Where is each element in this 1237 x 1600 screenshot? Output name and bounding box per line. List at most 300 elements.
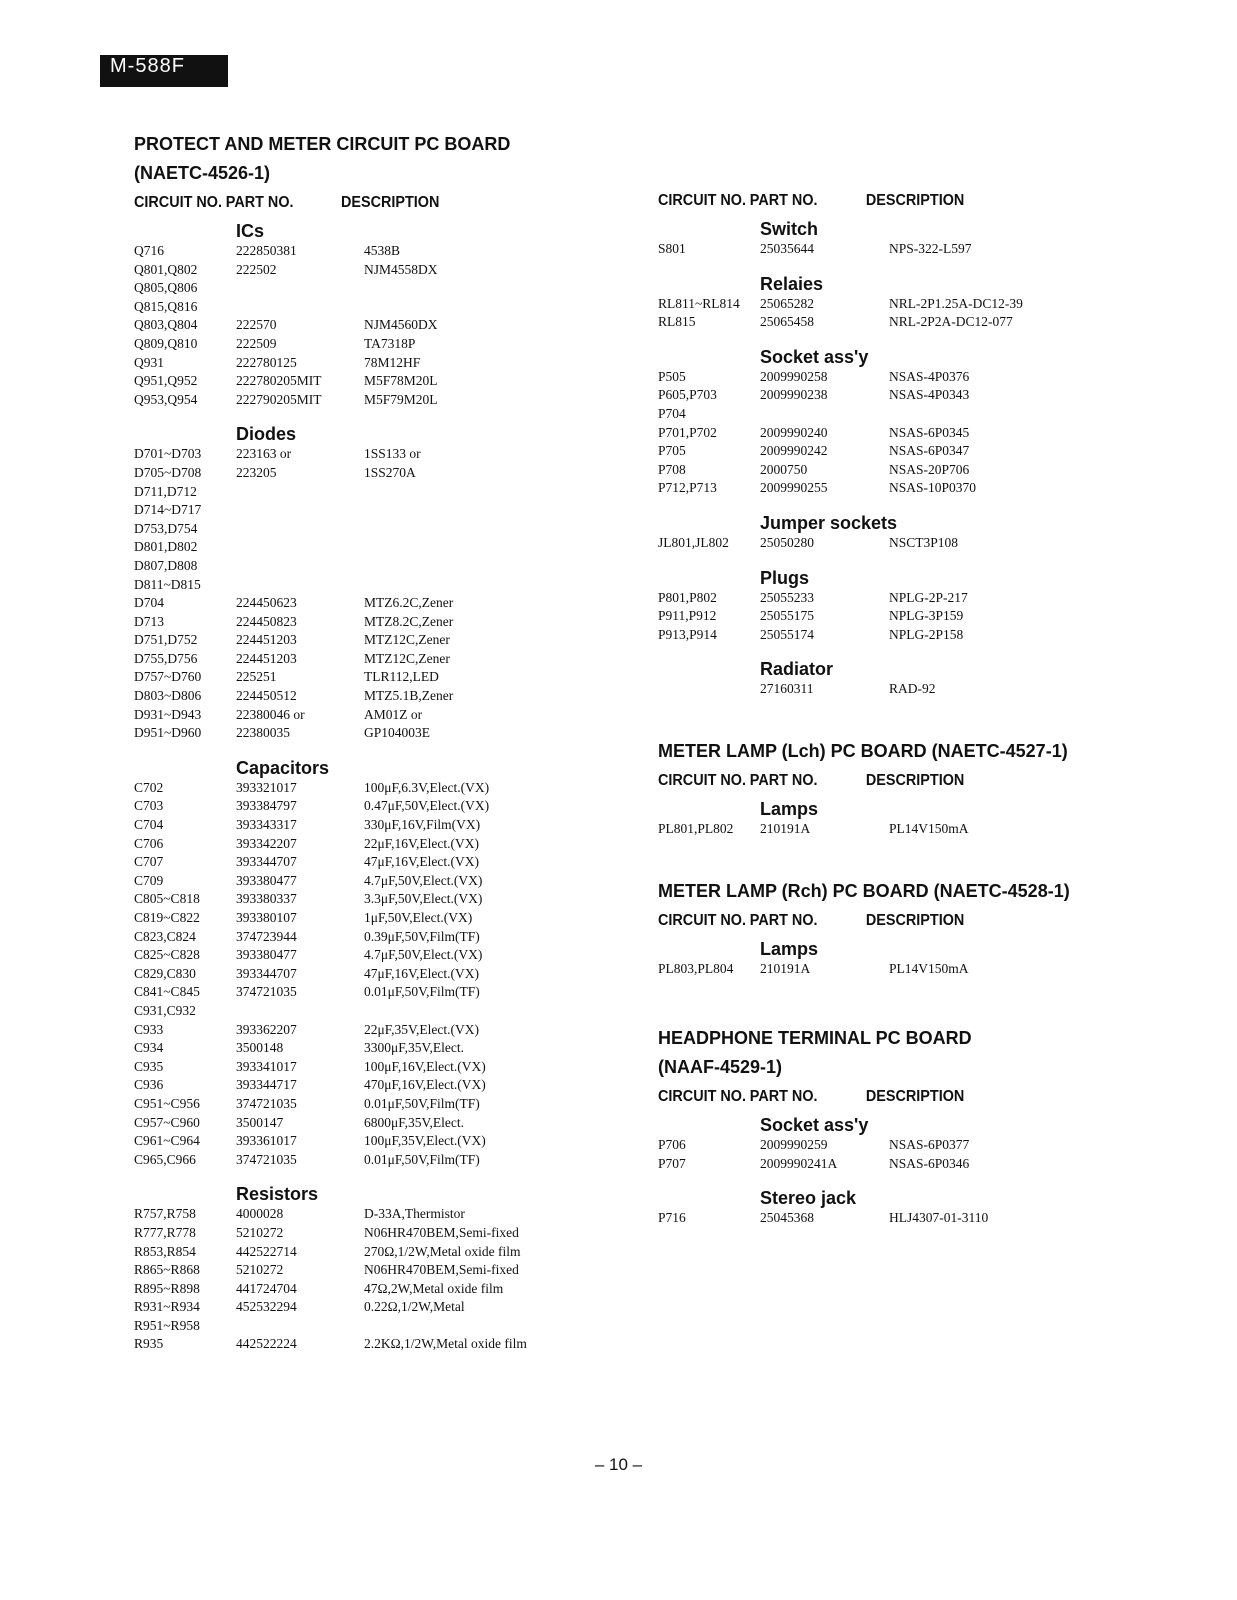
part-no: 374721035	[236, 984, 297, 1000]
part-no: 393344707	[236, 965, 297, 981]
circuit-no: P801,P802	[658, 589, 717, 605]
circuit-no: D714~D717	[134, 502, 202, 518]
part-no	[236, 298, 364, 317]
circuit-no: PL801,PL802	[658, 820, 734, 836]
part-no	[236, 1317, 364, 1336]
description: HLJ4307-01-3110	[889, 1210, 989, 1226]
table-row	[134, 835, 594, 854]
parts-group	[658, 658, 1118, 699]
part-no: 393380477	[236, 947, 297, 963]
part-no: 222502	[236, 261, 277, 277]
table-row	[134, 1114, 594, 1133]
description: NSAS-4P0376	[889, 368, 970, 384]
circuit-no: Q931	[134, 354, 164, 370]
header-circuit-no: CIRCUIT NO.	[658, 1088, 747, 1106]
headphone-groups	[658, 1114, 1118, 1228]
part-no: 223205	[236, 464, 277, 480]
header-part-no: PART NO.	[225, 194, 294, 211]
right-groups	[658, 218, 1118, 699]
circuit-no: D753,D754	[134, 520, 198, 536]
table-row	[658, 1136, 1118, 1155]
description: 4.7μF,50V,Elect.(VX)	[364, 872, 483, 888]
table-row	[658, 607, 1118, 626]
circuit-no: Q809,Q810	[134, 335, 198, 351]
circuit-no: D705~D708	[134, 464, 202, 480]
table-row	[134, 928, 594, 947]
table-row	[134, 816, 594, 835]
circuit-no: D931~D943	[134, 706, 202, 722]
protect-meter-parts-list	[134, 130, 594, 1354]
part-no: 2009990238	[760, 387, 828, 403]
table-row	[658, 1155, 1118, 1174]
part-no: 25050280	[760, 534, 814, 550]
part-no: 393342207	[236, 835, 297, 851]
part-no: 2009990255	[760, 480, 828, 496]
meter-lamp-l-section	[658, 737, 1118, 839]
description: 470μF,16V,Elect.(VX)	[364, 1077, 486, 1093]
part-no: 5210272	[236, 1262, 284, 1278]
description: MTZ6.2C,Zener	[364, 595, 454, 611]
header-part-no: PART NO.	[749, 911, 818, 929]
circuit-no: D751,D752	[134, 632, 198, 648]
circuit-no: Q805,Q806	[134, 280, 198, 296]
description: 3300μF,35V,Elect.	[364, 1040, 465, 1056]
description: 0.01μF,50V,Film(TF)	[364, 984, 480, 1000]
part-no: 441724704	[236, 1280, 297, 1296]
section-title: METER LAMP (Rch) PC BOARD (NAETC-4528-1)	[658, 880, 1070, 901]
circuit-no: P712,P713	[658, 480, 717, 496]
description: NSAS-6P0346	[889, 1155, 970, 1171]
description: 4538B	[364, 243, 401, 258]
description: NJM4558DX	[364, 261, 438, 277]
description: 3.3μF,50V,Elect.(VX)	[364, 891, 483, 907]
description: 100μF,16V,Elect.(VX)	[364, 1058, 486, 1074]
circuit-no: R777,R778	[134, 1224, 196, 1240]
circuit-no: C829,C830	[134, 965, 196, 981]
description: MTZ12C,Zener	[364, 650, 450, 666]
section-subtitle: (NAETC-4526-1)	[134, 163, 271, 183]
part-no: 2009990259	[760, 1137, 828, 1153]
part-no: 222570	[236, 317, 277, 333]
description: 1SS270A	[364, 464, 416, 480]
table-row	[658, 368, 1118, 387]
part-no: 393341017	[236, 1058, 297, 1074]
table-row	[658, 820, 1118, 839]
part-no: 374721035	[236, 1095, 297, 1111]
table-row	[134, 316, 594, 335]
part-no: 222780125	[236, 354, 297, 370]
circuit-no: R931~R934	[134, 1299, 200, 1315]
parts-group	[658, 273, 1118, 332]
meter-lamp-r-section	[658, 877, 1118, 979]
table-row	[134, 576, 594, 595]
table-row	[134, 1002, 594, 1021]
description: 100μF,6.3V,Elect.(VX)	[364, 779, 490, 795]
circuit-no: C931,C932	[134, 1002, 196, 1018]
parts-group	[134, 757, 594, 1169]
table-row	[134, 483, 594, 502]
circuit-no: P913,P914	[658, 626, 717, 642]
description: TLR112,LED	[364, 669, 439, 685]
table-row	[658, 626, 1118, 645]
table-row	[134, 1280, 594, 1299]
table-row	[134, 853, 594, 872]
description: PL14V150mA	[889, 820, 969, 836]
group-label: Radiator	[760, 659, 834, 680]
parts-group	[658, 1187, 1118, 1228]
table-row	[134, 668, 594, 687]
table-row	[134, 354, 594, 373]
part-no: 2009990241A	[760, 1155, 838, 1171]
part-no: 222790205MIT	[236, 391, 322, 407]
description: NSAS-20P706	[889, 461, 970, 477]
table-row	[134, 391, 594, 410]
part-no	[760, 405, 889, 424]
description: 270Ω,1/2W,Metal oxide film	[364, 1243, 521, 1259]
part-no: 25045368	[760, 1210, 814, 1226]
circuit-no	[658, 680, 760, 699]
table-row	[658, 479, 1118, 498]
description: M5F79M20L	[364, 391, 438, 407]
parts-group	[134, 423, 594, 743]
circuit-no: Q801,Q802	[134, 261, 198, 277]
parts-group	[658, 512, 1118, 553]
group-label: Lamps	[760, 938, 819, 959]
description: NSCT3P108	[889, 534, 959, 550]
circuit-no: C704	[134, 817, 164, 833]
group-label: Resistors	[236, 1184, 319, 1205]
circuit-no: C823,C824	[134, 928, 196, 944]
part-no: 393344717	[236, 1077, 297, 1093]
circuit-no: Q716	[134, 243, 164, 258]
circuit-no: R865~R868	[134, 1262, 200, 1278]
description: MTZ12C,Zener	[364, 632, 450, 648]
table-row	[134, 890, 594, 909]
description: 4.7μF,50V,Elect.(VX)	[364, 947, 483, 963]
section-title: METER LAMP (Lch) PC BOARD (NAETC-4527-1)	[658, 740, 1068, 761]
description: 22μF,16V,Elect.(VX)	[364, 835, 480, 851]
section-title: PROTECT AND METER CIRCUIT PC BOARD	[134, 134, 511, 154]
circuit-no: Q953,Q954	[134, 391, 198, 407]
table-row	[134, 965, 594, 984]
circuit-no: P716	[658, 1210, 686, 1226]
description: N06HR470BEM,Semi-fixed	[364, 1262, 519, 1278]
description: 6800μF,35V,Elect.	[364, 1114, 465, 1130]
part-no: 5210272	[236, 1224, 284, 1240]
table-row	[658, 386, 1118, 405]
table-row	[134, 1058, 594, 1077]
part-no	[236, 279, 364, 298]
table-row	[134, 445, 594, 464]
part-no: 4000028	[236, 1206, 284, 1222]
circuit-no: D704	[134, 595, 164, 611]
table-row	[134, 557, 594, 576]
circuit-no: R757,R758	[134, 1206, 196, 1222]
table-row	[658, 295, 1118, 314]
description: 330μF,16V,Film(VX)	[364, 817, 481, 833]
part-no: 22380046 or	[236, 706, 305, 722]
model-tag: M-588F	[100, 55, 228, 87]
circuit-no: C961~C964	[134, 1133, 200, 1149]
part-no: 393343317	[236, 817, 297, 833]
table-row	[134, 909, 594, 928]
table-row	[134, 261, 594, 280]
circuit-no: Q803,Q804	[134, 317, 198, 333]
table-row	[134, 501, 594, 520]
description: 47Ω,2W,Metal oxide film	[364, 1280, 504, 1296]
circuit-no: PL803,PL804	[658, 960, 734, 976]
part-no: 393380107	[236, 910, 297, 925]
table-row	[658, 589, 1118, 608]
part-no: 393361017	[236, 1133, 297, 1149]
circuit-no: C825~C828	[134, 947, 200, 963]
table-row	[134, 706, 594, 725]
description: NRL-2P1.25A-DC12-39	[889, 295, 1023, 311]
parts-group	[134, 1183, 594, 1354]
circuit-no: P605,P703	[658, 387, 717, 403]
circuit-no: C841~C845	[134, 984, 200, 1000]
description: NPS-322-L597	[889, 241, 972, 256]
table-row	[658, 442, 1118, 461]
header-part-no: PART NO.	[749, 771, 818, 789]
circuit-no: D713	[134, 613, 164, 629]
circuit-no: Q815,Q816	[134, 298, 198, 314]
description: MTZ8.2C,Zener	[364, 613, 454, 629]
circuit-no: C707	[134, 854, 164, 870]
part-no: 2000750	[760, 461, 808, 477]
table-row	[134, 1151, 594, 1170]
description: AM01Z or	[364, 706, 423, 722]
description: MTZ5.1B,Zener	[364, 688, 454, 704]
circuit-no: RL811~RL814	[658, 295, 740, 311]
table-row	[134, 1243, 594, 1262]
circuit-no: P708	[658, 461, 686, 477]
table-row	[134, 687, 594, 706]
table-row	[658, 960, 1118, 979]
column-headers	[658, 910, 1072, 932]
table-row	[134, 613, 594, 632]
circuit-no: S801	[658, 241, 686, 256]
part-no: 2009990240	[760, 424, 828, 440]
part-no: 442522714	[236, 1243, 297, 1259]
part-no	[236, 557, 364, 576]
circuit-no: C702	[134, 779, 164, 795]
circuit-no: RL815	[658, 314, 696, 330]
table-row	[658, 240, 1118, 259]
circuit-no: C703	[134, 798, 164, 814]
table-row	[134, 724, 594, 743]
description: 47μF,16V,Elect.(VX)	[364, 854, 480, 870]
part-no: 224450823	[236, 613, 297, 629]
circuit-no: D755,D756	[134, 650, 198, 666]
section-subtitle: (NAAF-4529-1)	[658, 1057, 783, 1078]
description: 2.2KΩ,1/2W,Metal oxide film	[364, 1336, 527, 1352]
group-label: Switch	[760, 219, 819, 239]
part-no: 393344707	[236, 854, 297, 870]
group-label: Capacitors	[236, 757, 330, 778]
circuit-no: D757~D760	[134, 669, 202, 685]
table-row	[134, 1132, 594, 1151]
description: TA7318P	[364, 335, 416, 351]
circuit-no: C933	[134, 1021, 164, 1037]
part-no: 224451203	[236, 632, 297, 648]
description: NSAS-6P0347	[889, 443, 970, 459]
circuit-no: R895~R898	[134, 1280, 200, 1296]
circuit-no: C709	[134, 872, 164, 888]
description: 78M12HF	[364, 354, 421, 370]
circuit-no: R853,R854	[134, 1243, 196, 1259]
table-row	[134, 983, 594, 1002]
circuit-no: C965,C966	[134, 1151, 196, 1167]
group-label: Socket ass'y	[760, 1115, 869, 1136]
part-no	[236, 576, 364, 595]
header-circuit-no: CIRCUIT NO.	[134, 194, 223, 211]
parts-group	[134, 220, 594, 409]
circuit-no: R951~R958	[134, 1317, 200, 1333]
group-label: Socket ass'y	[760, 346, 869, 367]
circuit-no: C951~C956	[134, 1095, 200, 1111]
part-no: 224450623	[236, 595, 297, 611]
group-label: Stereo jack	[760, 1188, 857, 1209]
parts-group	[658, 1114, 1118, 1173]
description: 0.22Ω,1/2W,Metal	[364, 1299, 465, 1315]
part-no: 22380035	[236, 725, 290, 741]
left-groups	[134, 220, 594, 1354]
circuit-no: P704	[658, 405, 686, 421]
table-row	[134, 779, 594, 798]
part-no: 393380337	[236, 891, 297, 907]
circuit-no: JL801,JL802	[658, 534, 729, 550]
part-no: 2009990258	[760, 368, 828, 384]
table-row	[134, 1317, 594, 1336]
header-part-no: PART NO.	[749, 192, 818, 209]
part-no: 393321017	[236, 779, 297, 795]
table-row	[134, 520, 594, 539]
part-no: 374723944	[236, 928, 297, 944]
table-row	[134, 797, 594, 816]
part-no: 3500147	[236, 1114, 284, 1130]
table-row	[134, 631, 594, 650]
part-no: 223163 or	[236, 446, 292, 462]
circuit-no: C934	[134, 1040, 164, 1056]
part-no: 25055174	[760, 626, 814, 642]
header-circuit-no: CIRCUIT NO.	[658, 911, 747, 929]
header-circuit-no: CIRCUIT NO.	[658, 771, 747, 789]
description: 1μF,50V,Elect.(VX)	[364, 910, 473, 925]
part-no: 374721035	[236, 1151, 297, 1167]
table-row	[134, 538, 594, 557]
part-no: 222780205MIT	[236, 373, 322, 389]
part-no: 25065458	[760, 314, 814, 330]
part-no: 224450512	[236, 688, 297, 704]
part-no	[236, 520, 364, 539]
table-row	[134, 372, 594, 391]
description: RAD-92	[889, 681, 936, 697]
circuit-no: D701~D703	[134, 446, 202, 462]
group-label: Lamps	[760, 798, 819, 819]
circuit-no: R935	[134, 1336, 164, 1352]
circuit-no: C819~C822	[134, 910, 200, 925]
parts-group	[658, 346, 1118, 498]
part-no: 222509	[236, 335, 277, 351]
description: NSAS-4P0343	[889, 387, 970, 403]
header-circuit-no: CIRCUIT NO.	[658, 192, 747, 209]
description: 0.47μF,50V,Elect.(VX)	[364, 798, 490, 814]
description: 100μF,35V,Elect.(VX)	[364, 1133, 486, 1149]
table-row	[134, 1021, 594, 1040]
circuit-no: C936	[134, 1077, 164, 1093]
circuit-no: P911,P912	[658, 608, 717, 624]
right-parts-list	[658, 186, 1118, 1228]
table-row	[134, 1095, 594, 1114]
description: NSAS-6P0345	[889, 424, 970, 440]
description: 1SS133 or	[364, 446, 421, 462]
description: NPLG-3P159	[889, 608, 964, 624]
description: NRL-2P2A-DC12-077	[889, 314, 1013, 330]
table-row	[658, 1209, 1118, 1228]
table-row	[134, 279, 594, 298]
part-no: 393362207	[236, 1021, 297, 1037]
table-row	[134, 1205, 594, 1224]
description: NPLG-2P158	[889, 626, 964, 642]
description: NSAS-6P0377	[889, 1137, 970, 1153]
part-no: 393380477	[236, 872, 297, 888]
table-row	[658, 424, 1118, 443]
part-no: 222850381	[236, 243, 297, 258]
table-row	[134, 335, 594, 354]
part-no: 442522224	[236, 1336, 297, 1352]
description: 0.01μF,50V,Film(TF)	[364, 1151, 480, 1167]
table-row	[658, 461, 1118, 480]
description: PL14V150mA	[889, 960, 969, 976]
circuit-no: C957~C960	[134, 1114, 200, 1130]
circuit-no: D951~D960	[134, 725, 202, 741]
circuit-no: D811~D815	[134, 576, 201, 592]
circuit-no: C805~C818	[134, 891, 200, 907]
part-no: 25035644	[760, 241, 814, 256]
circuit-no: D801,D802	[134, 539, 198, 555]
description: GP104003E	[364, 725, 431, 741]
description: N06HR470BEM,Semi-fixed	[364, 1224, 519, 1240]
circuit-no: C935	[134, 1058, 164, 1074]
description: NPLG-2P-217	[889, 589, 968, 605]
table-row	[134, 946, 594, 965]
group-label: Diodes	[236, 424, 297, 445]
header-part-no: PART NO.	[749, 1088, 818, 1106]
description: NSAS-10P0370	[889, 480, 977, 496]
column-headers	[134, 192, 548, 214]
part-no: 393384797	[236, 798, 297, 814]
table-row	[134, 1261, 594, 1280]
description: 22μF,35V,Elect.(VX)	[364, 1021, 480, 1037]
group-label: Jumper sockets	[760, 512, 898, 533]
column-headers	[658, 770, 1072, 792]
part-no: 210191A	[760, 960, 811, 976]
circuit-no: P701,P702	[658, 424, 717, 440]
circuit-no: C706	[134, 835, 164, 851]
header-description: DESCRIPTION	[865, 1088, 965, 1106]
table-row	[134, 1335, 594, 1354]
description: D-33A,Thermistor	[364, 1206, 465, 1222]
section-title: HEADPHONE TERMINAL PC BOARD	[658, 1028, 972, 1049]
circuit-no: P705	[658, 443, 686, 459]
header-description: DESCRIPTION	[341, 194, 440, 211]
parts-group	[658, 218, 1118, 259]
part-no: 27160311	[760, 681, 814, 697]
part-no	[236, 483, 364, 502]
table-row	[134, 298, 594, 317]
table-row	[658, 680, 1118, 699]
